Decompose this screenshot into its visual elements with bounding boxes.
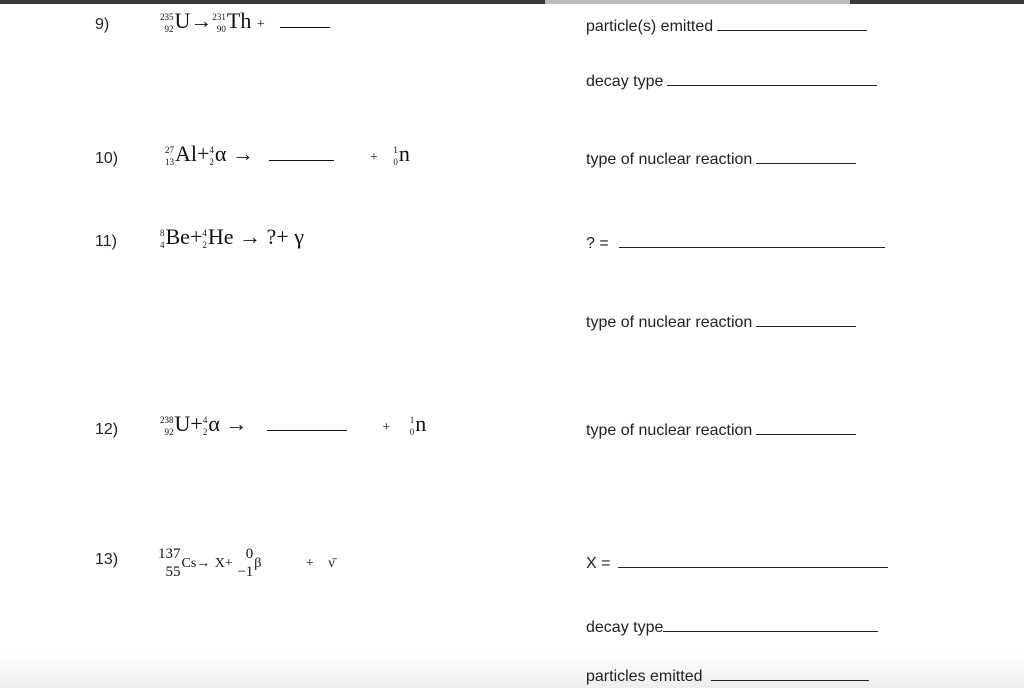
problem-12-number: 12) <box>95 421 119 438</box>
particles-emitted-field <box>586 16 867 36</box>
be-symbol: Be <box>165 224 190 249</box>
plus-sign: + <box>224 556 233 572</box>
problem-13-equation <box>158 545 335 581</box>
u238-isotope-numbers: 238 92 <box>160 414 174 437</box>
problem-13-number: 13) <box>95 551 119 568</box>
th-symbol: Th <box>226 8 252 33</box>
he4-isotope-numbers: 4 2 <box>202 227 207 250</box>
plus-sign: + <box>382 420 391 435</box>
reaction-arrow: → <box>239 224 262 249</box>
particles-emitted-line[interactable] <box>711 666 869 681</box>
particles-emitted-field-13 <box>586 666 869 686</box>
neutron-isotope-numbers: 1 0 <box>393 144 398 167</box>
problem-9-equation <box>160 8 330 35</box>
unknown-product: ? <box>266 224 277 249</box>
reaction-type-line[interactable] <box>756 420 856 435</box>
plus-sign: + <box>197 141 210 166</box>
reaction-type-field-12 <box>586 420 856 440</box>
x-answer-field <box>586 553 888 573</box>
unknown-answer-field <box>586 233 885 253</box>
reaction-arrow: → <box>225 411 248 436</box>
th231-isotope-numbers: 231 90 <box>212 11 226 34</box>
neutron-isotope-numbers: 1 0 <box>409 414 415 437</box>
reaction-type-label: type of nuclear reaction <box>586 151 753 168</box>
unknown-answer-line[interactable] <box>619 233 885 248</box>
u235-isotope-numbers: 235 92 <box>160 11 174 34</box>
particles-emitted-line[interactable] <box>717 16 867 31</box>
u-symbol: U <box>174 411 191 436</box>
u-symbol: U <box>174 8 191 33</box>
plus-sign: + <box>369 150 378 165</box>
problem-12-equation <box>160 411 426 438</box>
x-label: X = <box>586 555 611 572</box>
alpha-symbol: α <box>208 411 220 436</box>
bottom-fade <box>0 655 1024 688</box>
x-answer-line[interactable] <box>618 553 888 568</box>
reaction-arrow: → <box>196 556 211 572</box>
unknown-label: ? = <box>586 235 609 252</box>
reaction-type-field-11 <box>586 312 856 332</box>
he-symbol: He <box>207 224 234 249</box>
window-top-bar <box>0 0 1024 4</box>
cs-symbol: Cs <box>181 556 197 572</box>
neutron-symbol: n <box>398 141 410 166</box>
decay-type-line[interactable] <box>663 617 878 632</box>
reaction-type-line[interactable] <box>756 312 856 327</box>
plus-sign: + <box>189 224 203 249</box>
plus-sign: + <box>305 556 314 572</box>
product-blank[interactable] <box>280 11 330 28</box>
problem-11-number: 11) <box>95 233 117 250</box>
plus-sign: + <box>190 411 203 436</box>
al27-isotope-numbers: 27 13 <box>165 144 174 167</box>
plus-sign: + <box>276 224 289 249</box>
alpha-symbol: α <box>214 141 227 166</box>
cs137-isotope-numbers: 137 55 <box>158 546 181 580</box>
problem-9-number: 9) <box>95 16 110 33</box>
decay-type-label: decay type <box>586 73 664 90</box>
neutron-symbol: n <box>415 411 427 436</box>
reaction-arrow: → <box>231 141 254 166</box>
be8-isotope-numbers: 8 4 <box>160 227 165 250</box>
gamma-symbol: γ <box>294 224 304 249</box>
reaction-type-label: type of nuclear reaction <box>586 314 753 331</box>
problem-10-number: 10) <box>95 150 119 167</box>
decay-type-field-13 <box>586 617 878 637</box>
antineutrino-symbol: ν̄ <box>328 556 335 572</box>
problem-11-equation <box>160 224 304 251</box>
beta-symbol: β <box>254 556 262 572</box>
decay-type-line[interactable] <box>667 71 877 86</box>
al-symbol: Al <box>175 141 197 166</box>
reaction-type-field-10 <box>586 149 856 169</box>
plus-sign: + <box>256 17 265 32</box>
product-blank[interactable] <box>267 414 347 431</box>
beta-isotope-numbers: 0 −1 <box>237 546 254 580</box>
reaction-arrow: → <box>190 8 213 33</box>
product-blank[interactable] <box>269 144 334 161</box>
top-bar-highlight <box>545 0 850 4</box>
reaction-type-label: type of nuclear reaction <box>586 422 753 439</box>
decay-type-label: decay type <box>586 619 664 636</box>
decay-type-field <box>586 71 877 91</box>
particles-emitted-label: particles emitted <box>586 668 703 685</box>
reaction-type-line[interactable] <box>756 149 856 164</box>
product-x: X <box>214 556 225 572</box>
alpha-isotope-numbers: 4 2 <box>202 414 208 437</box>
alpha-isotope-numbers: 4 2 <box>209 144 214 167</box>
problem-10-equation <box>165 141 410 168</box>
particles-emitted-label: particle(s) emitted <box>586 18 714 35</box>
